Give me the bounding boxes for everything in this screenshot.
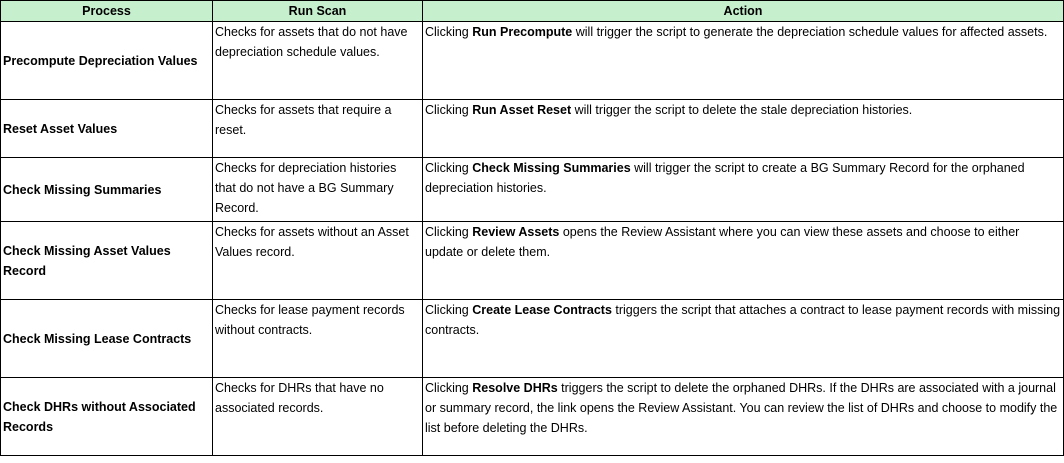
header-run-scan: Run Scan [213, 1, 423, 22]
process-cell: Precompute Depreciation Values [1, 22, 213, 100]
action-command: Run Precompute [472, 25, 573, 39]
table-row [1, 22, 1064, 100]
process-cell: Check Missing Asset Values Record [1, 222, 213, 300]
process-cell: Check DHRs without Associated Records [1, 378, 213, 456]
action-command: Run Asset Reset [472, 103, 572, 117]
action-text: will trigger the script to delete the stale depreciation histories. [571, 103, 913, 117]
action-text: Clicking [425, 103, 473, 117]
action-command: Create Lease Contracts [472, 303, 612, 317]
action-text: triggers the script that attaches a contract to lease payment records with missing contracts. [425, 303, 1061, 337]
action-text: Clicking [425, 161, 473, 175]
action-text: Clicking [425, 225, 473, 239]
run-scan-cell: Checks for DHRs that have no associated records. [213, 378, 423, 456]
action-command: Review Assets [472, 225, 560, 239]
header-process: Process [1, 1, 213, 22]
run-scan-cell: Checks for assets that require a reset. [213, 100, 423, 158]
action-cell [423, 22, 1064, 100]
table-row [1, 100, 1064, 158]
run-scan-cell: Checks for assets that do not have depreciation schedule values. [213, 22, 423, 100]
action-cell [423, 222, 1064, 300]
header-row [1, 1, 1064, 22]
table-row [1, 378, 1064, 456]
table-row [1, 300, 1064, 378]
action-cell [423, 300, 1064, 378]
action-text: will trigger the script to generate the depreciation schedule values for affected assets. [572, 25, 1048, 39]
action-command: Check Missing Summaries [472, 161, 631, 175]
process-cell: Check Missing Lease Contracts [1, 300, 213, 378]
action-text: triggers the script to delete the orphaned DHRs. If the DHRs are associated with a journal or summary record, the link opens the Review Assistant. You can review the list of DHRs and choose to modify the list before deleting the DHRs. [425, 381, 1058, 435]
table-row [1, 158, 1064, 222]
action-text: Clicking [425, 303, 473, 317]
table-row [1, 222, 1064, 300]
process-cell: Reset Asset Values [1, 100, 213, 158]
run-scan-cell: Checks for assets without an Asset Values record. [213, 222, 423, 300]
action-command: Resolve DHRs [472, 381, 558, 395]
action-cell [423, 100, 1064, 158]
action-text: will trigger the script to create a BG Summary Record for the orphaned depreciation histories. [425, 161, 1025, 195]
action-text: Clicking [425, 25, 473, 39]
action-cell [423, 378, 1064, 456]
action-text: Clicking [425, 381, 473, 395]
run-scan-cell: Checks for depreciation histories that do not have a BG Summary Record. [213, 158, 423, 222]
run-scan-cell: Checks for lease payment records without contracts. [213, 300, 423, 378]
action-text: opens the Review Assistant where you can view these assets and choose to either update or delete them. [425, 225, 1020, 259]
action-cell [423, 158, 1064, 222]
header-action: Action [423, 1, 1064, 22]
process-cell: Check Missing Summaries [1, 158, 213, 222]
